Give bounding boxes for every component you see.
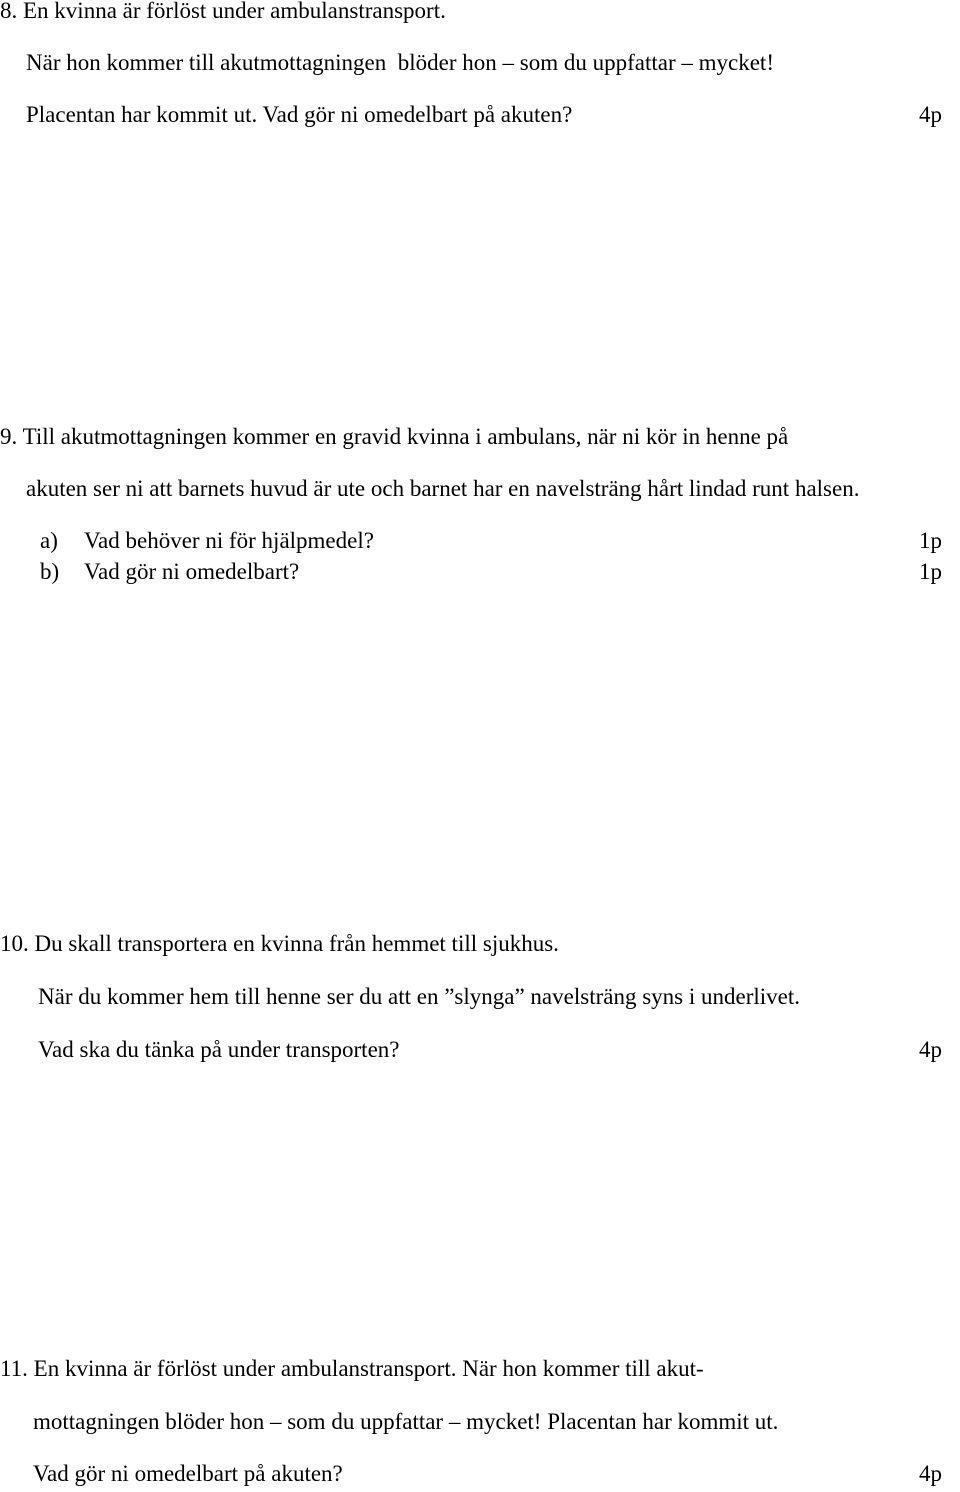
sub-a-marker: a): [40, 528, 58, 553]
question-8-line-1: 8. En kvinna är förlöst under ambulanstransport.: [0, 0, 446, 23]
question-9-line-2: akuten ser ni att barnets huvud är ute och barnet har en navelsträng hårt lindad runt halsen.: [26, 476, 860, 501]
question-11-points: 4p: [919, 1461, 942, 1486]
question-11-line-1: 11. En kvinna är förlöst under ambulanstransport. När hon kommer till akut-: [0, 1356, 704, 1381]
question-11-line-2: mottagningen blöder hon – som du uppfattar – mycket! Placentan har kommit ut.: [33, 1409, 779, 1434]
sub-b-marker: b): [40, 559, 60, 584]
question-9-line-1: 9. Till akutmottagningen kommer en gravid kvinna i ambulans, när ni kör in henne på: [0, 424, 789, 449]
sub-b-text: Vad gör ni omedelbart?: [84, 559, 300, 584]
question-10-points: 4p: [919, 1037, 942, 1062]
question-8-points: 4p: [919, 102, 942, 127]
question-10-line-2: När du kommer hem till henne ser du att en ”slynga” navelsträng syns i underlivet.: [38, 984, 800, 1009]
question-11-line-3: Vad gör ni omedelbart på akuten?: [33, 1461, 343, 1486]
question-10-line-3: Vad ska du tänka på under transporten?: [38, 1037, 400, 1062]
sub-a-text: Vad behöver ni för hjälpmedel?: [84, 528, 374, 553]
question-10-line-1: 10. Du skall transportera en kvinna från hemmet till sjukhus.: [0, 931, 559, 956]
question-8-line-2: När hon kommer till akutmottagningen blöder hon – som du uppfattar – mycket!: [26, 50, 774, 75]
question-8-line-3: Placentan har kommit ut. Vad gör ni omedelbart på akuten?: [26, 102, 573, 127]
sub-a-points: 1p: [919, 528, 942, 553]
sub-b-points: 1p: [919, 559, 942, 584]
